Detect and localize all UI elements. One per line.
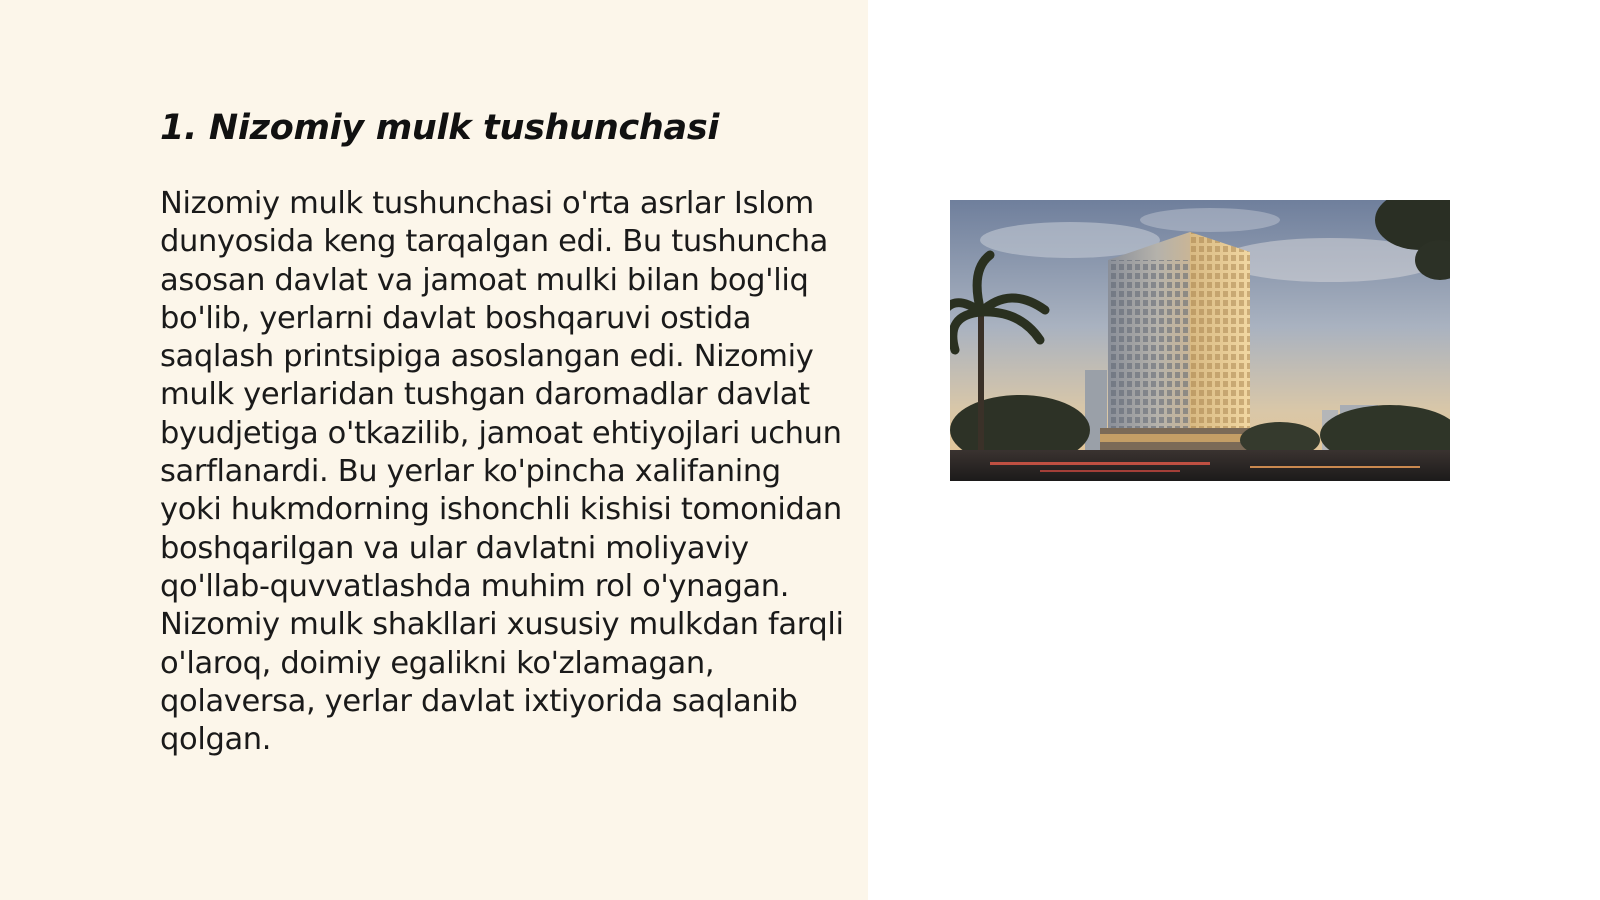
slide-body-text: Nizomiy mulk tushunchasi o'rta asrlar Islom dunyosida keng tarqalgan edi. Bu tushuncha asosan davlat va jamoat mulki bilan bog'liq bo'lib, yerlarni davlat boshqaruvi ostida saqlash printsipiga asoslangan edi. Nizomiy mulk yerlaridan tushgan daromadlar davlat byudjetiga o'tkazilib, jamoat ehtiyojlari uchun sarflanardi. Bu yerlar ko'pincha xalifaning yoki hukmdorning ishonchli kishisi tomonidan boshqarilgan va ular davlatni moliyaviy qo'llab-quvvatlashda muhim rol o'ynagan. Nizomiy mulk shakllari xususiy mulkdan farqli o'laroq, doimiy egalikni ko'zlamagan, qolaversa, yerlar davlat ixtiyorida saqlanib qolgan. [160, 186, 844, 758]
building-illustration [950, 200, 1450, 481]
slide-title: 1. Nizomiy mulk tushunchasi [160, 108, 720, 148]
building-photo [950, 200, 1450, 481]
